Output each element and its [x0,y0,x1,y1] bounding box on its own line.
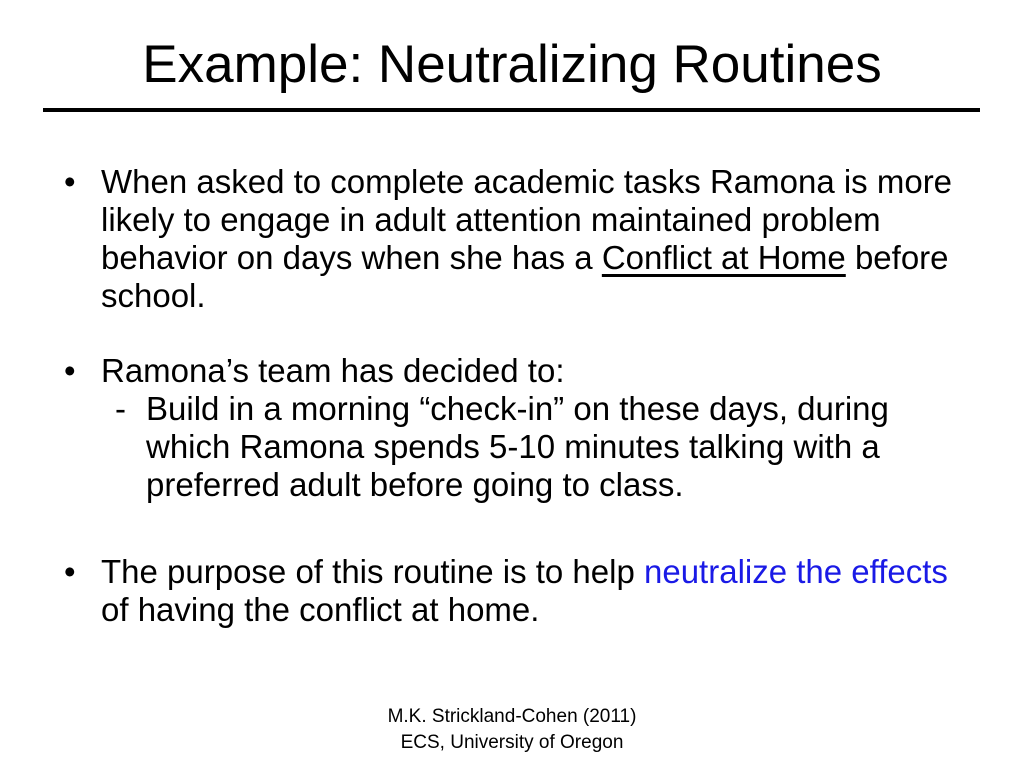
bullet-marker: • [64,352,76,389]
bullet-text: Ramona’s team has decided to: [101,352,565,389]
neutralize-effects-term: neutralize the effects [644,553,948,590]
bullet-conflict-at-home [64,163,964,315]
bullet-team-decision [64,352,964,390]
bullet-text: When asked to complete academic tasks Ramona is more likely to engage in adult attention maintained problem behavior on days when she has a [101,163,953,276]
sub-bullet-text: Build in a morning “check-in” on these days, during which Ramona spends 5-10 minutes talking with a preferred adult before going to class. [146,390,889,503]
bullet-marker: • [64,163,76,200]
sub-bullet-check-in [64,390,964,504]
bullet-text-end: before school. [101,239,949,314]
title-divider [43,108,980,112]
slide-footer [312,704,712,756]
footer-affiliation: ECS, University of Oregon [400,732,624,753]
slide-body [64,163,964,629]
bullet-text: The purpose of this routine is to help [101,553,644,590]
footer-author: M.K. Strickland-Cohen (2011) [387,706,637,727]
slide-title: Example: Neutralizing Routines [142,35,882,94]
bullet-text-end: of having the conflict at home. [101,591,540,628]
bullet-marker: • [64,553,76,590]
bullet-routine-purpose [64,553,964,629]
sub-bullet-marker: - [115,390,126,427]
conflict-at-home-term: Conflict at Home [601,239,846,276]
